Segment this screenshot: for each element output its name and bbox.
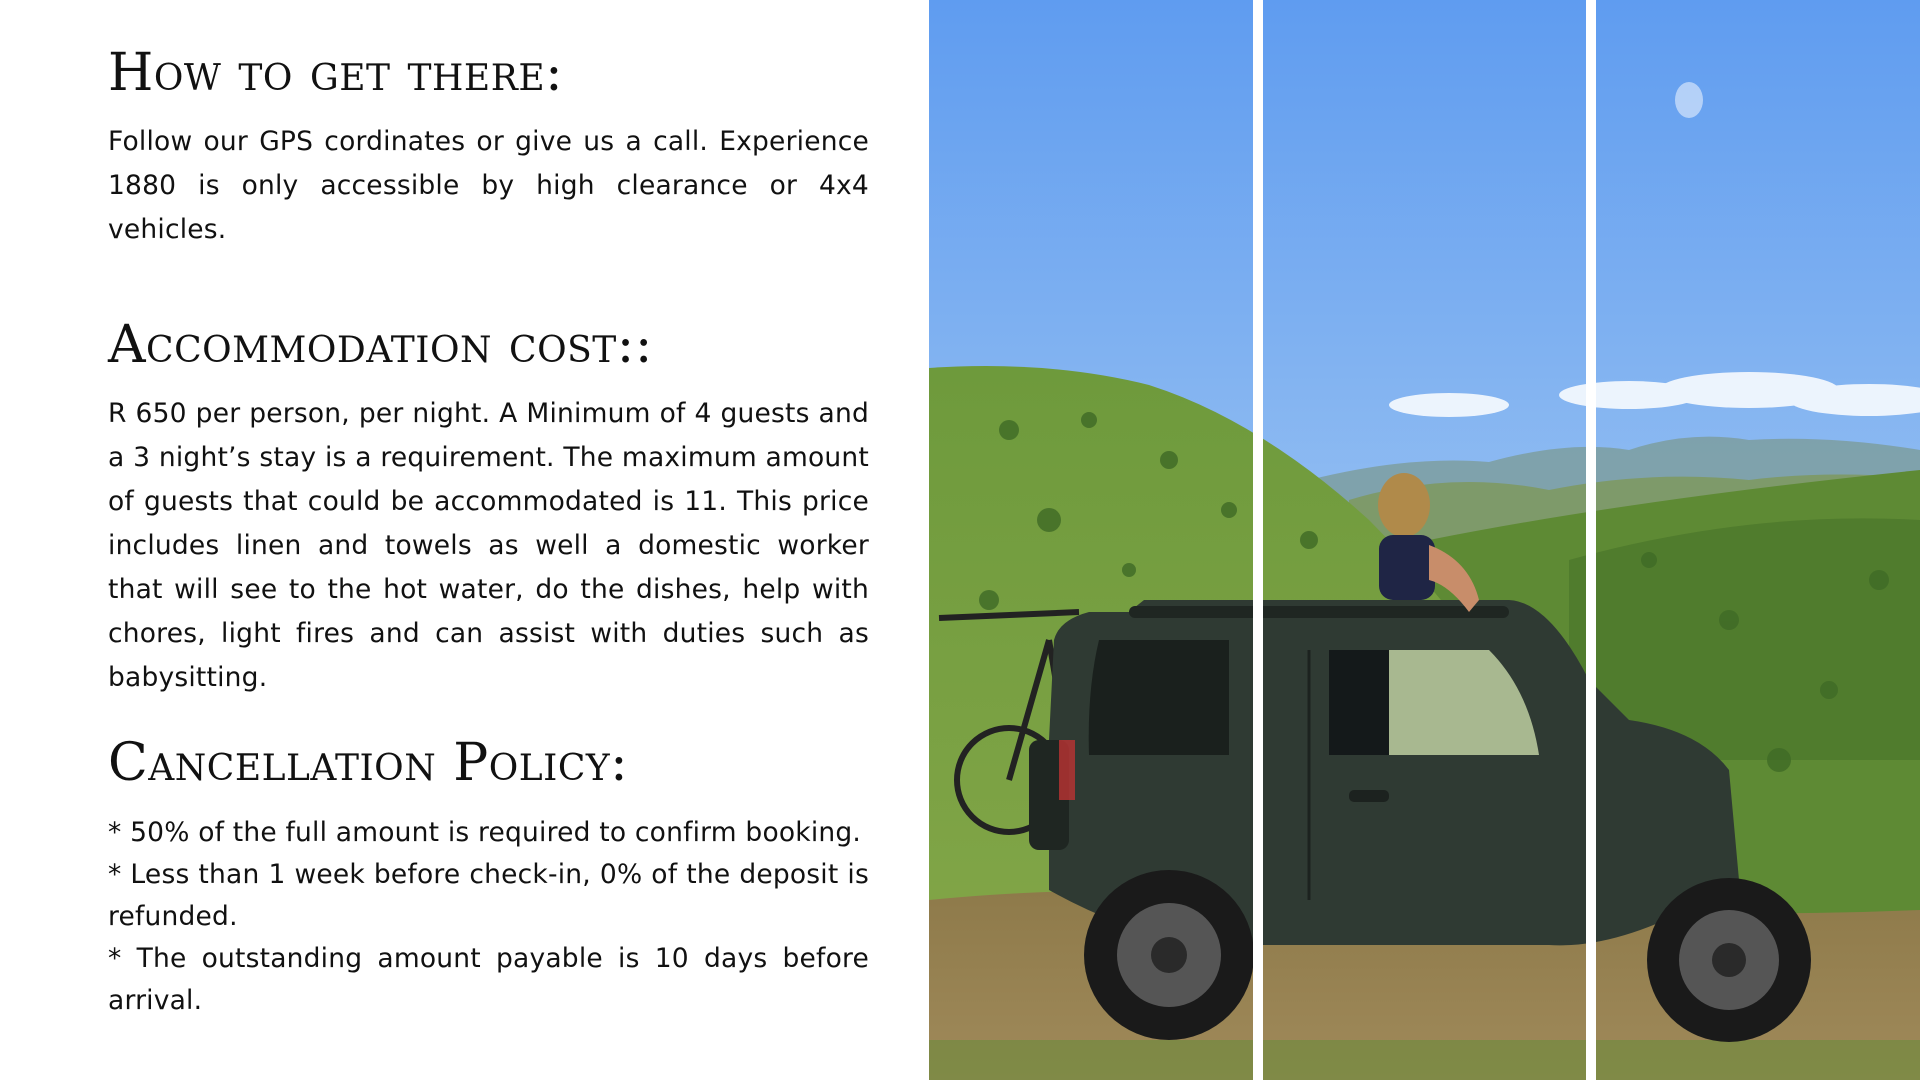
vehicle-landscape-image	[929, 0, 1920, 1080]
info-column	[108, 40, 869, 1022]
policy-item: * The outstanding amount payable is 10 days before arrival.	[108, 943, 869, 1016]
cancellation-policy-heading: Cancellation Policy:	[108, 733, 629, 793]
policy-item: * 50% of the full amount is required to confirm booking.	[108, 817, 862, 848]
accommodation-cost-heading: Accommodation cost::	[108, 315, 653, 375]
policy-item: * Less than 1 week before check-in, 0% of the deposit is refunded.	[108, 859, 869, 932]
how-to-get-there-heading: How to get there:	[108, 43, 564, 103]
cancellation-policy-list	[108, 812, 869, 1022]
accommodation-cost-text: R 650 per person, per night. A Minimum of 4 guests and a 3 night’s stay is a requirement. The maximum amount of guests that could be accommodated is 11. This price includes linen and towels as well a domestic worker that will see to the hot water, do the dishes, help with chores, light fires and can assist with duties such as babysitting.	[108, 398, 869, 693]
landscape-photo	[929, 0, 1920, 1080]
how-to-get-there-text: Follow our GPS cordinates or give us a call. Experience 1880 is only accessible by high clearance or 4x4 vehicles.	[108, 126, 869, 245]
photo-divider	[1586, 0, 1596, 1080]
photo-divider	[1253, 0, 1263, 1080]
